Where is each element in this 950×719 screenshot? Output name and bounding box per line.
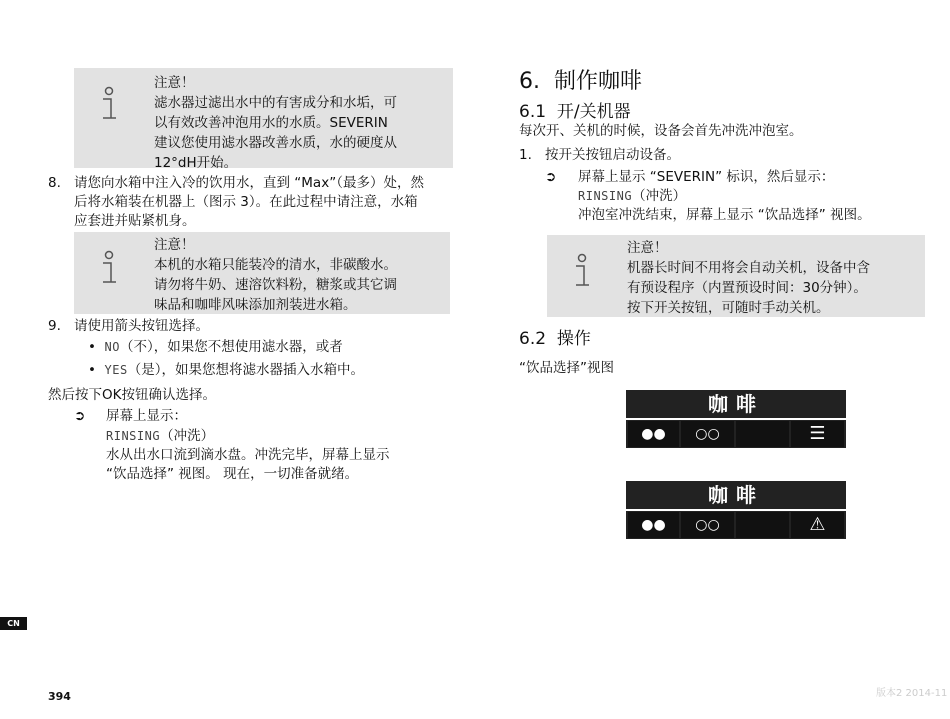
step-9-number: 9. — [48, 318, 61, 334]
note-line: 12°dH开始。 — [154, 155, 238, 171]
bullet-no — [88, 337, 343, 357]
section-number: 6.2 — [519, 329, 547, 349]
note-title: 注意！ — [627, 240, 668, 256]
bullet-icon: • — [88, 339, 105, 355]
result-line: 屏幕上显示 “SEVERIN” 标识，然后显示： — [578, 169, 835, 185]
note-line: 滤水器过滤出水中的有害成分和水垢，可 — [154, 95, 397, 111]
menu-icon: ☰ — [791, 421, 844, 447]
display-drink-selection-1 — [626, 390, 846, 448]
note-line: 本机的水箱只能装冷的清水，非碳酸水。 — [154, 257, 397, 273]
display-button-row — [626, 420, 846, 448]
step-8-line: 后将水箱装在机器上（图示 3）。在此过程中请注意，水箱 — [74, 194, 418, 210]
section-title: 制作咖啡 — [554, 69, 643, 94]
result-line — [578, 186, 686, 206]
display-button-row — [626, 511, 846, 539]
result-paren: （冲洗） — [160, 428, 215, 444]
result-line: 冲泡室冲洗结束，屏幕上显示 “饮品选择” 视图。 — [578, 207, 871, 223]
result-line: 屏幕上显示： — [106, 408, 187, 424]
volume-icon: ○○ — [681, 512, 734, 538]
info-icon — [96, 86, 122, 122]
note-title: 注意！ — [154, 237, 195, 253]
warning-icon: ⚠ — [791, 512, 844, 538]
empty-slot — [736, 421, 789, 447]
section-6-heading — [519, 64, 642, 95]
display-code-rinsing: RINSING — [578, 189, 633, 203]
section-title: 操作 — [556, 329, 591, 349]
display-code-no: NO — [104, 340, 120, 354]
strength-icon: ●● — [628, 421, 679, 447]
section-6-1-heading — [519, 97, 631, 122]
result-arrow-icon: ➲ — [545, 169, 557, 185]
note-line: 以有效改善冲泡用水的水质。SEVERIN — [154, 115, 388, 131]
step-8-line: 请您向水箱中注入冷的饮用水，直到 “Max”（最多）处，然 — [74, 175, 424, 191]
display-code-rinsing: RINSING — [106, 429, 161, 443]
section-number: 6.1 — [519, 102, 547, 122]
result-line: 水从出水口流到滴水盘。冲洗完毕，屏幕上显示 — [106, 447, 390, 463]
note-filter-info — [74, 68, 453, 171]
volume-icon: ○○ — [681, 421, 734, 447]
display-title: 咖啡 — [626, 390, 846, 418]
note-line: 味品和咖啡风味添加剂装进水箱。 — [154, 297, 357, 313]
note-auto-off — [547, 235, 925, 317]
step-8-line: 应套进并贴紧机身。 — [74, 213, 196, 229]
note-line: 有预设程序（内置预设时间：30分钟）。 — [627, 280, 867, 296]
result-paren: （冲洗） — [632, 188, 687, 204]
intro-paragraph: 每次开、关机的时候，设备会首先冲洗冲泡室。 — [519, 123, 803, 139]
result-line: “饮品选择” 视图。 现在，一切准备就绪。 — [106, 466, 359, 482]
step-9-text: 请使用箭头按钮选择。 — [74, 318, 209, 334]
note-line: 机器长时间不用将会自动关机，设备中含 — [627, 260, 870, 276]
section-6-2-heading — [519, 324, 591, 349]
bullet-icon: • — [88, 362, 105, 378]
result-arrow-icon: ➲ — [74, 408, 86, 424]
info-icon — [569, 253, 595, 289]
bullet-text: （不），如果您不想使用滤水器，或者 — [120, 339, 343, 355]
empty-slot — [736, 512, 789, 538]
note-title: 注意！ — [154, 75, 195, 91]
language-badge: CN — [0, 617, 27, 630]
bullet-text: （是），如果您想将滤水器插入水箱中。 — [127, 362, 364, 378]
display-code-yes: YES — [104, 363, 128, 377]
section-number: 6. — [519, 69, 540, 94]
step-1-text: 按开关按钮启动设备。 — [545, 147, 680, 163]
view-label: “饮品选择”视图 — [519, 360, 614, 376]
page-number: 394 — [48, 690, 71, 703]
strength-icon: ●● — [628, 512, 679, 538]
note-line: 按下开关按钮，可随时手动关机。 — [627, 300, 830, 316]
step-8-number: 8. — [48, 175, 61, 191]
bullet-yes — [88, 360, 364, 380]
confirm-text: 然后按下OK按钮确认选择。 — [48, 387, 216, 403]
display-title: 咖啡 — [626, 481, 846, 509]
section-title: 开/关机器 — [556, 102, 631, 122]
info-icon — [96, 250, 122, 286]
note-water-tank — [74, 232, 450, 314]
display-drink-selection-2 — [626, 481, 846, 539]
note-line: 请勿将牛奶、速溶饮料粉，糖浆或其它调 — [154, 277, 397, 293]
result-line — [106, 426, 214, 446]
note-line: 建议您使用滤水器改善水质，水的硬度从 — [154, 135, 397, 151]
step-1-number: 1. — [519, 147, 532, 163]
version-stamp: 版本2 2014-11 — [876, 688, 948, 699]
